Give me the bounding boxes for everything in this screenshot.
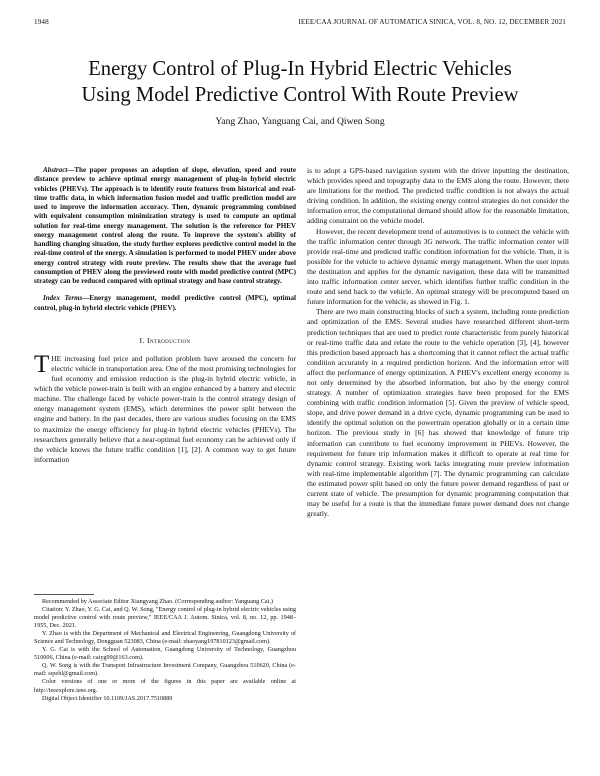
journal-name: IEEE/CAA JOURNAL OF AUTOMATICA SINICA, VOL. 8, NO. 12, DECEMBER 2021	[298, 18, 566, 26]
page-number: 1948	[34, 18, 49, 26]
footnote-rule	[34, 594, 94, 595]
footnote-author-2: Y. G. Cai is with the School of Automation, Guangdong University of Technology, Guangzhou 510006, China (e-mail: caiyg99@163.com).	[34, 646, 296, 662]
title-line-1: Energy Control of Plug-In Hybrid Electric Vehicles	[88, 58, 512, 80]
index-terms-lead: Index Terms	[43, 294, 83, 303]
abstract-lead: Abstract	[43, 166, 68, 174]
section-title: Introduction	[147, 335, 191, 345]
abstract	[34, 166, 296, 286]
intro-paragraph-2: However, the recent development trend of automotives is to connect the vehicle with the traffic information center through 3G network. The traffic information center will provide real-time and predicted traffic condition information for the vehicle. Then, it is possible for the vehicle to achieve dynamic energy management. When the user inputs the destination and applies for the dynamic navigation, these data will be transmitted into traffic information center server, which identifies further traffic condition in the route and send back to the vehicle. An optimal strategy will be precomputed based on future information for the vehicle, as showed in Fig. 1.	[307, 226, 569, 307]
running-header	[34, 18, 566, 30]
index-terms-text: —Energy management, model predictive control (MPC), optimal control, plug-in hybrid electric vehicle (PHEV).	[34, 294, 296, 312]
author-list: Yang Zhao, Yanguang Cai, and Qiwen Song	[215, 116, 385, 127]
footnote-color-note: Color versions of one or more of the figures in this paper are available online at http://ieeexplore.ieee.org.	[34, 678, 296, 694]
intro-paragraph-1-text: HE increasing fuel price and pollution problem have aroused the concern for electric vehicle in transportation area. One of the most promising technologies for fuel economy and emission reduction is the plug-in hybrid electric vehicle, in which the vehicle power-train is built with an engine enhanced by a battery and electric machine. The challenge faced by vehicle power-train is the control strategy design of energy management system (EMS), which determines the power split between the engine and battery. In the past decades, there are various studies focusing on the EMS to maximize the energy efficiency for plug-in hybrid electric vehicles (PHEVs). The researchers generally believe that a near-optimal fuel economy can be achieved only if the vehicle knows the future traffic condition [1], [2]. A common way to get future information	[34, 353, 296, 464]
footnote-doi: Digital Object Identifier 10.1109/JAS.2017.7510889	[42, 694, 173, 702]
intro-paragraph-1-continued: is to adopt a GPS-based navigation system with the driver inputting the destination, which provides speed and topography data to the EMS along the route. However, there are limitations for the method. The predicted traffic condition is not always the actual driving condition. In addition, the existing energy control strategies do not consider the information error, the computational demand should allow for the reasonable limitation, adding constraint on the vehicle model.	[307, 166, 569, 226]
section-number: I.	[139, 335, 148, 345]
title-line-2: Using Model Predictive Control With Route Preview	[81, 84, 519, 106]
footnotes	[34, 598, 296, 703]
drop-cap: T	[34, 350, 50, 378]
footnote-editor: Recommended by Associate Editor Xiangyang Zhao. (Corresponding author: Yanguang Cai.)	[42, 598, 273, 605]
left-column	[34, 166, 296, 465]
right-column	[307, 166, 569, 519]
intro-paragraph-3: There are two main constructing blocks of such a system, including route prediction and optimization of the EMS. Several studies have researched different short-term prediction techniques that are used to predict route characteristic from purely historical or real-time traffic data and relate the route to the vehicle operation [3], [4], however this prediction based approach has a shortcoming that it cannot reflect the actual traffic condition accurately in a required prediction horizon. And the information error will affect the performance of energy optimization. A PHEV's excellent energy economy is not only determined by the absorbed information, but also by the energy control strategy. A number of optimization strategies have been proposed for the EMS combining with traffic condition information [5]. Given the preview of vehicle speed, slope, and drive power demand in a drive cycle, dynamic programming can be used to identify the optimal solution on the powertrain operation globally or in a certain time horizon. The previous study in [6] has showed that knowledge of future trip information can contribute to fuel economy improvement in PHEVs. However, the requirement for future trip information makes it difficult to operate at real time for dynamic control strategy. Existing work lacks integrating route preview information with real-time implementable algorithm [7]. The dynamic programming can calculate the estimated power split based on only the future power demand regardless of past or current state of vehicle. The presumption for dynamic programming computation that may be useful for a route is that the immediate future power demand does not change greatly.	[307, 307, 569, 519]
footnote-author-1: Y. Zhao is with the Department of Mechanical and Electrical Engineering, Guangdong University of Science and Technology, Dongguan 523083, China (e-mail: zhaoyang197810123@gmail.com).	[34, 630, 296, 646]
intro-paragraph-1	[34, 350, 296, 465]
section-heading	[34, 336, 296, 346]
index-terms	[34, 294, 296, 313]
footnote-author-3: Q. W. Song is with the Transport Infrastructure Investment Company, Guangzhou 510620, China (e-mail: sqwhl@gmail.com).	[34, 662, 296, 678]
paper-title	[20, 56, 580, 108]
footnote-citation: Citation: Y. Zhao, Y. G. Cai, and Q. W. Song, "Energy control of plug-in hybrid electric vehicles using model predictive control with route preview," IEEE/CAA J. Autom. Sinica, vol. 8, no. 12, pp. 1948–1955, Dec. 2021.	[34, 606, 296, 630]
abstract-text: —The paper proposes an adoption of slope, elevation, speed and route distance preview to achieve optimal energy management of plug-in hybrid electric vehicles (PHEVs). The approach is to identify route features from historical and real-time traffic data, in which information fusion model and traffic prediction model are used to improve the information accuracy. Then, dynamic programming combined with equivalent consumption minimization strategy is used to compute an optimal solution for real-time energy management. The solution is the reference for PHEV energy management control along the route. To improve the system's ability of handling changing situation, the study further explores predictive control model in the real-time control of the energy. A simulation is performed to model PHEV under above energy control strategy with route preview. The results show that the average fuel consumption of PHEV along the previewed route with model predictive control (MPC) strategy can be reduced compared with optimal strategy and base control strategy.	[34, 166, 296, 285]
